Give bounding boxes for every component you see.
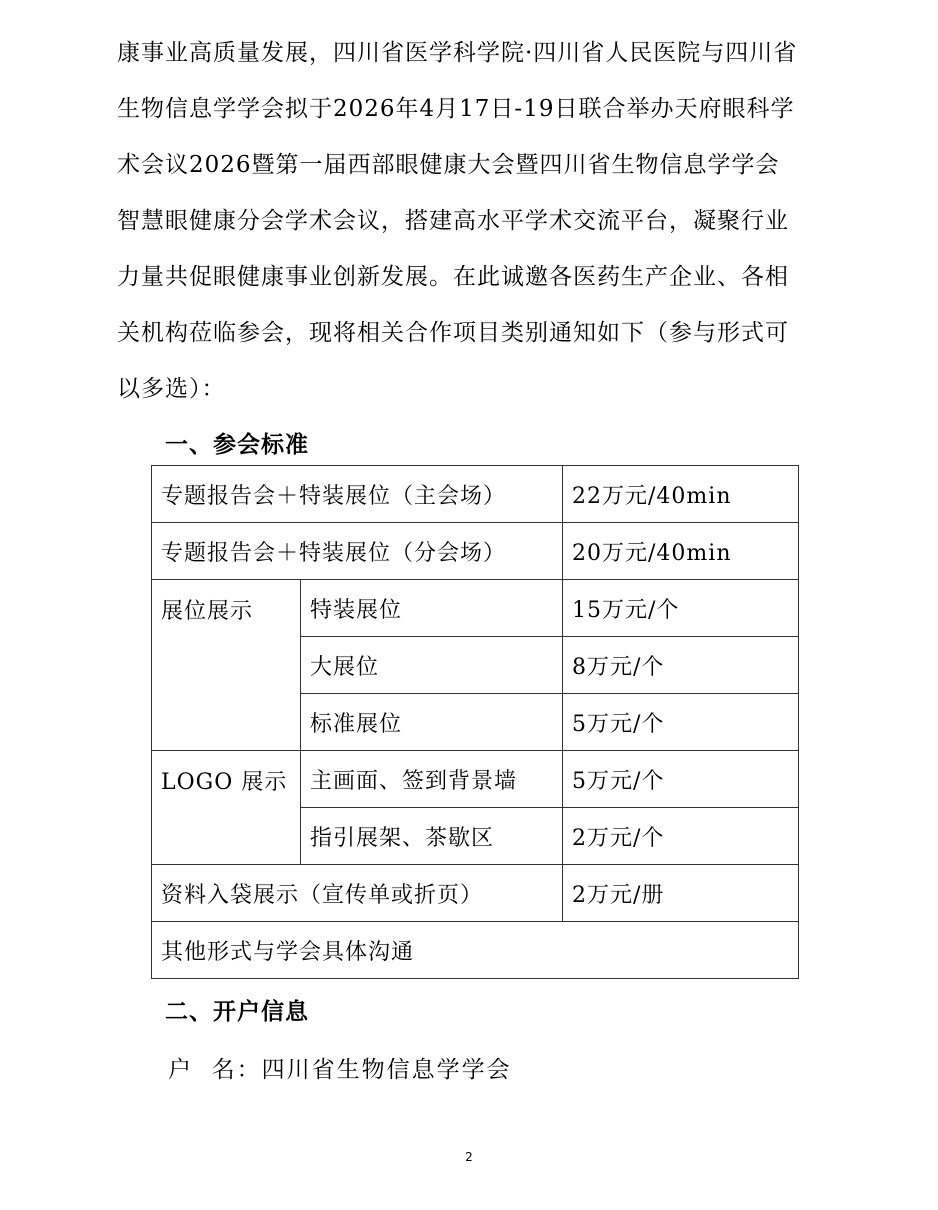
account-name-value: 四川省生物信息学学会 bbox=[261, 1057, 512, 1083]
price-cell: 5万元/个 bbox=[563, 694, 799, 751]
price-cell: 5万元/个 bbox=[563, 751, 799, 808]
item-cell: 资料入袋展示（宣传单或折页） bbox=[152, 865, 563, 922]
item-cell: 主画面、签到背景墙 bbox=[301, 751, 563, 808]
table-row bbox=[152, 523, 799, 580]
intro-line: 关机构莅临参会，现将相关合作项目类别通知如下（参与形式可 bbox=[117, 320, 789, 346]
item-cell: 大展位 bbox=[301, 637, 563, 694]
price-cell: 22万元/40min bbox=[563, 466, 799, 523]
fee-table bbox=[151, 465, 799, 979]
item-cell: 标准展位 bbox=[301, 694, 563, 751]
intro-line: 生物信息学学会拟于2026年4月17日-19日联合举办天府眼科学 bbox=[117, 96, 795, 122]
intro-line: 康事业高质量发展，四川省医学科学院·四川省人民医院与四川省 bbox=[117, 40, 798, 66]
item-cell: 特装展位 bbox=[301, 580, 563, 637]
intro-line: 智慧眼健康分会学术会议，搭建高水平学术交流平台，凝聚行业 bbox=[117, 208, 789, 234]
price-cell: 2万元/个 bbox=[563, 808, 799, 865]
table-row bbox=[152, 466, 799, 523]
item-cell: 指引展架、茶歇区 bbox=[301, 808, 563, 865]
price-cell: 8万元/个 bbox=[563, 637, 799, 694]
table-row bbox=[152, 865, 799, 922]
account-name-label: 户 名： bbox=[168, 1057, 262, 1083]
table-row bbox=[152, 751, 799, 808]
intro-line: 以多选）： bbox=[117, 376, 226, 402]
price-cell: 15万元/个 bbox=[563, 580, 799, 637]
account-name-line bbox=[168, 1050, 512, 1090]
intro-paragraph bbox=[117, 30, 837, 422]
item-cell: 专题报告会＋特装展位（主会场） bbox=[152, 466, 563, 523]
category-cell-logo: LOGO 展示 bbox=[152, 751, 301, 865]
table-row bbox=[152, 580, 799, 637]
item-cell: 专题报告会＋特装展位（分会场） bbox=[152, 523, 563, 580]
page-number: 2 bbox=[465, 1150, 473, 1164]
section-heading-fee-standard: 一、参会标准 bbox=[165, 432, 309, 458]
intro-line: 力量共促眼健康事业创新发展。在此诚邀各医药生产企业、各相 bbox=[117, 264, 789, 290]
other-cell: 其他形式与学会具体沟通 bbox=[152, 922, 799, 979]
category-cell-booth: 展位展示 bbox=[152, 580, 301, 751]
price-cell: 2万元/册 bbox=[563, 865, 799, 922]
price-cell: 20万元/40min bbox=[563, 523, 799, 580]
section-heading-account-info: 二、开户信息 bbox=[165, 999, 309, 1025]
intro-line: 术会议2026暨第一届西部眼健康大会暨四川省生物信息学学会 bbox=[117, 152, 780, 178]
table-row bbox=[152, 922, 799, 979]
